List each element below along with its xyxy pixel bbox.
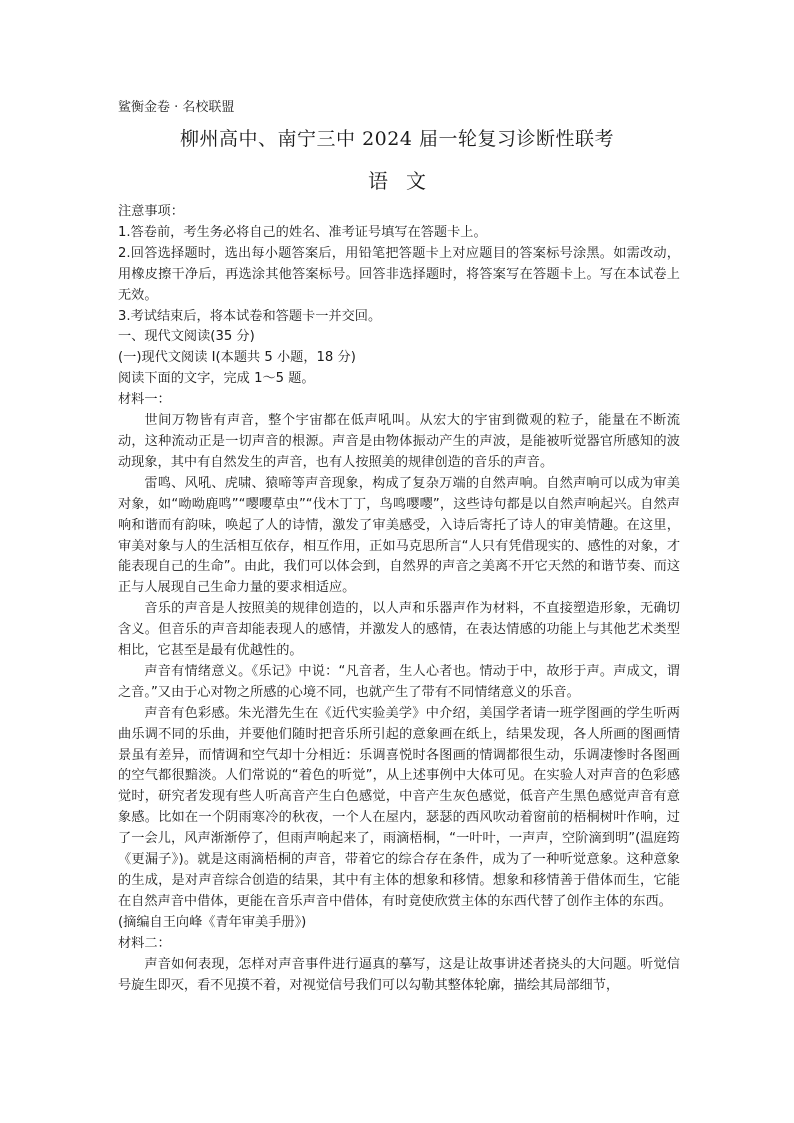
paragraph: 声音如何表现，怎样对声音事件进行逼真的摹写，这是让故事讲述者挠头的大问题。听觉信号旋生即灭，看不见摸不着，对视觉信号我们可以勾勒其整体轮廓，描绘其局部细节， [118,956,680,993]
paragraph: 雷鸣、风吼、虎啸、猿啼等声音现象，构成了复杂万端的自然声响。自然声响可以成为审美对象，如“呦呦鹿鸣”“嘤嘤草虫”“伐木丁丁，鸟鸣嘤嘤”，这些诗句都是以自然声响起兴。自然声响和谐而有韵味，唤起了人的诗情，激发了审美感受，入诗后寄托了诗人的审美情趣。在这里，审美对象与人的生活相互依存，相互作用，正如马克思所言“人只有凭借现实的、感性的对象，才能表现自己的生命”。由此，我们可以体会到，自然界的声音之美离不开它天然的和谐节奏、而这正与人展现自己生命力量的要求相适应。 [118,475,680,596]
subsection-title: (一)现代文阅读 I(本题共 5 小题，18 分) [118,350,356,366]
paragraph: 音乐的声音是人按照美的规律创造的，以人声和乐器声作为材料，不直接塑造形象，无确切含义。但音乐的声音却能表现人的感情，并激发人的感情，在表达情感的功能上与其他艺术类型相比，它甚至是最有优越性的。 [118,601,680,659]
notice-item: 2.回答选择题时，选出每小题答案后，用铅笔把答题卡上对应题目的答案标号涂黑。如需改动，用橡皮擦干净后，再选涂其他答案标号。回答非选择题时，将答案写在答题卡上。写在本试卷上无效。 [118,245,680,303]
document-body [118,202,680,996]
paragraph: 声音有色彩感。朱光潜先生在《近代实验美学》中介绍，美国学者请一班学图画的学生听两曲乐调不同的乐曲，并要他们随时把音乐所引起的意象画在纸上，结果发现，各人所画的图画情景虽有差异，而情调和空气却十分相近：乐调喜悦时各图画的情调都很生动，乐调凄惨时各图画的空气都很黯淡。人们常说的“着色的听觉”，从上述事例中大体可见。在实验人对声音的色彩感觉时，研究者发现有些人听高音产生白色感觉，中音产生灰色感觉，低音产生黑色感觉声音有意象感。比如在一个阴雨寒冷的秋夜，一个人在屋内，瑟瑟的西风吹动着窗前的梧桐树叶作响，过了一会儿，风声渐渐停了，但雨声响起来了，雨滴梧桐，“一叶叶，一声声，空阶滴到明”(温庭筠《更漏子》)。就是这雨滴梧桐的声音，带着它的综合存在条件，成为了一种听觉意象。这种意象的生成，是对声音综合创造的结果，其中有主体的想象和移情。想象和移情善于借体而生，它能在自然声音中借体，更能在音乐声音中借体，有时竟使欣赏主体的东西代替了创作主体的东西。 [118,705,680,909]
subject-title: 语文 [368,169,444,193]
source-citation: (摘编自王向峰《青年审美手册》) [118,914,307,930]
material-label: 材料二： [118,935,171,951]
notice-heading: 注意事项： [118,204,184,219]
paragraph: 世间万物皆有声音，整个宇宙都在低声吼叫。从宏大的宇宙到微观的粒子，能量在不断流动，这种流动正是一切声音的根源。声音是由物体振动产生的声波，是能被听觉器官所感知的波动现象，其中有自然发生的声音，也有人按照美的规律创造的音乐的声音。 [118,413,680,470]
reading-instruction: 阅读下面的文字，完成 1～5 题。 [118,371,315,387]
section-title: 一、现代文阅读(35 分) [118,329,255,345]
exam-title: 柳州高中、南宁三中 2024 届一轮复习诊断性联考 [180,128,614,150]
brand-label: 鲨衡金卷 · 名校联盟 [118,100,235,115]
notice-item: 1.答卷前，考生务必将自己的姓名、准考证号填写在答题卡上。 [118,224,487,240]
material-label: 材料一： [118,392,171,408]
paragraph: 声音有情绪意义。《乐记》中说：“凡音者，生人心者也。情动于中，故形于声。声成文，谓之音。”又由于心对物之所感的心境不同，也就产生了带有不同情绪意义的乐音。 [118,663,680,700]
notice-item: 3.考试结束后，将本试卷和答题卡一并交回。 [118,308,382,324]
